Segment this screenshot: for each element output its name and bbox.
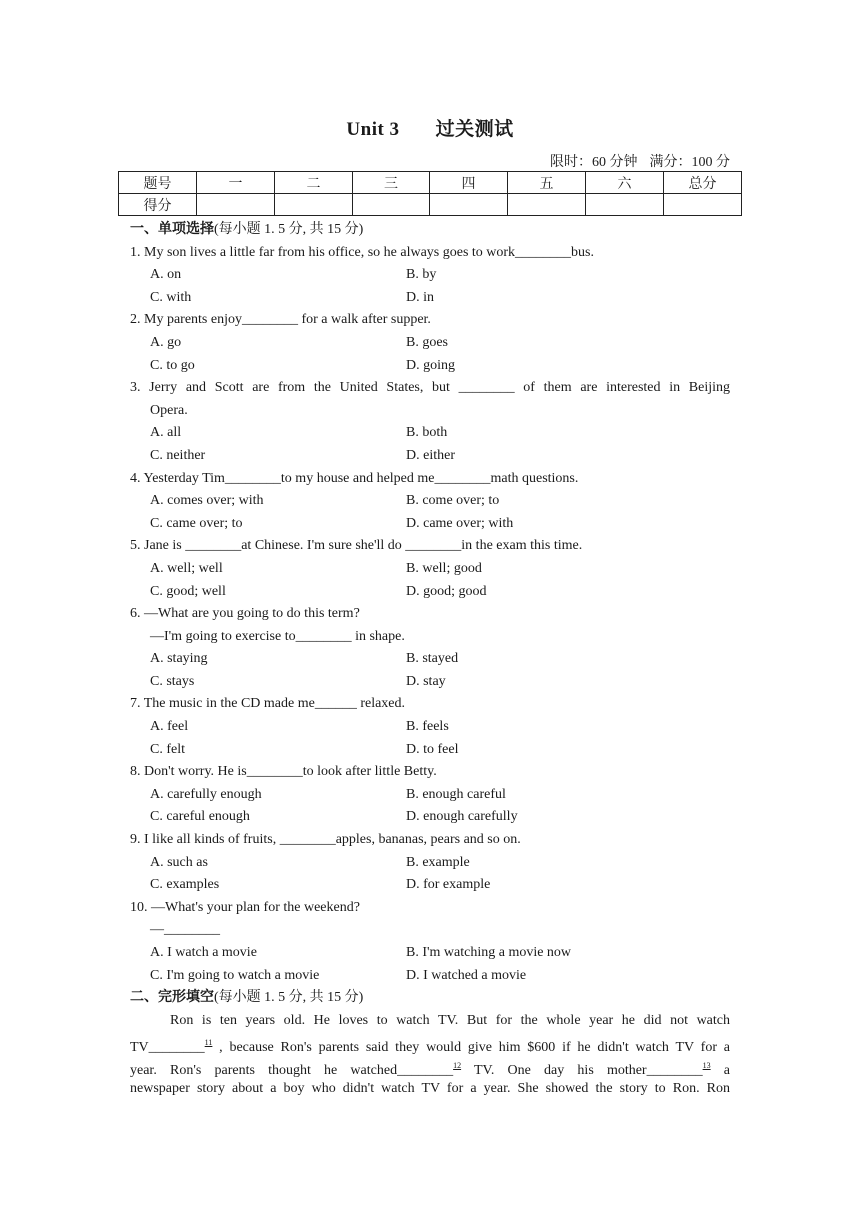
option-b[interactable]: B. by [406, 267, 437, 283]
option-row [130, 739, 730, 762]
table-cell: 二 [275, 172, 353, 194]
option-row [130, 671, 730, 694]
question-item [130, 242, 730, 310]
option-d[interactable]: D. good; good [406, 583, 487, 599]
option-b[interactable]: B. enough careful [406, 786, 506, 802]
option-row [130, 264, 730, 287]
page-title [0, 114, 860, 141]
cloze-passage [130, 1010, 730, 1100]
question-stem: 8. Don't worry. He is________to look after little Betty. [130, 764, 437, 780]
option-row [130, 445, 730, 468]
section-heading [130, 987, 730, 1010]
option-d[interactable]: D. I watched a movie [406, 967, 527, 983]
time-score-info [550, 151, 730, 171]
option-c[interactable]: C. careful enough [150, 809, 250, 825]
option-b[interactable]: B. both [406, 425, 448, 441]
table-cell: 六 [586, 172, 664, 194]
option-a[interactable]: A. carefully enough [150, 786, 262, 802]
option-row [130, 806, 730, 829]
option-row [130, 874, 730, 897]
full-score: 满分：100 分 [649, 155, 730, 170]
option-a[interactable]: A. go [150, 334, 182, 350]
question-stem: 9. I like all kinds of fruits, ________apples, bananas, pears and so on. [130, 832, 521, 848]
question-stem: 2. My parents enjoy________ for a walk after supper. [130, 312, 431, 328]
option-row [130, 648, 730, 671]
test-title: 过关测试 [435, 119, 514, 140]
option-d[interactable]: D. either [406, 447, 455, 463]
option-c[interactable]: C. came over; to [150, 515, 243, 531]
option-d[interactable]: D. stay [406, 673, 446, 689]
option-b[interactable]: B. come over; to [406, 493, 500, 509]
question-stem: 1. My son lives a little far from his office, so he always goes to work________bus. [130, 244, 595, 260]
question-stem: 6. —What are you going to do this term? [130, 606, 360, 622]
question-stem: 10. —What's your plan for the weekend? [130, 899, 360, 915]
option-row [130, 422, 730, 445]
option-b[interactable]: B. I'm watching a movie now [406, 945, 572, 960]
question-item [130, 603, 730, 693]
question-list [130, 242, 730, 988]
table-cell: 四 [430, 172, 508, 194]
passage-line: year. Ron's parents thought he watched________$^{12}$ TV. One day his mother________$^{13}$ a [130, 1060, 730, 1078]
option-b[interactable]: B. example [406, 854, 470, 870]
option-a[interactable]: A. staying [150, 651, 208, 667]
table-cell: 一 [197, 172, 275, 194]
option-d[interactable]: D. to feel [406, 741, 459, 757]
question-item [130, 377, 730, 467]
section-note: (每小题 1. 5 分, 共 15 分) [214, 222, 364, 237]
option-d[interactable]: D. for example [406, 877, 491, 893]
score-table [118, 171, 742, 216]
option-c[interactable]: C. examples [150, 877, 220, 893]
option-c[interactable]: C. stays [150, 673, 195, 689]
question-item [130, 761, 730, 829]
score-blank[interactable] [586, 194, 664, 216]
question-stem: 5. Jane is ________at Chinese. I'm sure she'll do ________in the exam this time. [130, 538, 583, 554]
option-c[interactable]: C. to go [150, 357, 195, 373]
option-c[interactable]: C. good; well [150, 583, 226, 599]
question-item [130, 897, 730, 987]
score-blank[interactable] [430, 194, 508, 216]
option-row [130, 716, 730, 739]
passage-line: Ron is ten years old. He loves to watch TV. But for the whole year he did not watch [170, 1012, 730, 1028]
option-row [130, 784, 730, 807]
score-blank[interactable] [275, 194, 353, 216]
question-item [130, 829, 730, 897]
question-stem: 4. Yesterday Tim________to my house and helped me________math questions. [130, 470, 579, 486]
option-d[interactable]: D. going [406, 357, 455, 373]
question-item [130, 309, 730, 377]
score-table-header-row [119, 172, 742, 194]
option-row [130, 965, 730, 988]
question-item [130, 535, 730, 603]
section-title: 一、单项选择 [130, 222, 214, 237]
passage-line: TV________$^{11}$ , because Ron's parents said they would give him $600 if he didn't watch TV for a [130, 1038, 730, 1056]
option-c[interactable]: C. with [150, 289, 192, 305]
question-stem-continued: —________ [150, 922, 220, 938]
unit-label: Unit 3 [346, 119, 400, 140]
option-row [130, 287, 730, 310]
score-blank[interactable] [197, 194, 275, 216]
option-c[interactable]: C. neither [150, 447, 206, 463]
option-c[interactable]: C. felt [150, 741, 185, 757]
option-b[interactable]: B. well; good [406, 560, 482, 576]
blank-number: 11 [204, 1038, 213, 1048]
option-row [130, 513, 730, 536]
question-item [130, 468, 730, 536]
option-c[interactable]: C. I'm going to watch a movie [150, 967, 320, 983]
section-title: 二、完形填空 [130, 990, 214, 1006]
section-heading [130, 219, 730, 242]
blank-number: 12 [453, 1060, 462, 1070]
option-d[interactable]: D. came over; with [406, 515, 514, 531]
table-cell: 得分 [119, 194, 197, 216]
passage-line: newspaper story about a boy who didn't watch TV for a year. She showed the story to Ron. Ron [130, 1080, 730, 1096]
option-a[interactable]: A. I watch a movie [150, 945, 257, 960]
option-b[interactable]: B. goes [406, 334, 448, 350]
option-a[interactable]: A. well; well [150, 560, 223, 576]
table-cell: 五 [508, 172, 586, 194]
score-blank[interactable] [353, 194, 430, 216]
time-limit: 限时：60 分钟 [550, 155, 638, 170]
option-row [130, 581, 730, 604]
table-cell: 总分 [664, 172, 742, 194]
option-a[interactable]: A. such as [150, 854, 208, 870]
question-item [130, 693, 730, 761]
option-a[interactable]: A. on [150, 267, 182, 283]
option-row [130, 942, 730, 965]
option-d[interactable]: D. in [406, 289, 434, 305]
option-a[interactable]: A. all [150, 425, 182, 441]
question-stem-continued: —I'm going to exercise to________ in shape. [150, 628, 405, 644]
option-row [130, 332, 730, 355]
score-blank[interactable] [664, 194, 742, 216]
option-row [130, 490, 730, 513]
score-blank[interactable] [508, 194, 586, 216]
option-d[interactable]: D. enough carefully [406, 809, 518, 825]
blank-number: 13 [702, 1060, 711, 1070]
option-a[interactable]: A. comes over; with [150, 493, 264, 509]
question-stem: 7. The music in the CD made me______ relaxed. [130, 696, 406, 712]
question-stem: 3. Jerry and Scott are from the United States, but ________ of them are interested in Beijing [130, 380, 730, 396]
table-cell: 题号 [119, 172, 197, 194]
exam-content [130, 219, 730, 1100]
score-table-score-row [119, 194, 742, 216]
option-b[interactable]: B. feels [406, 719, 449, 735]
section-note: (每小题 1. 5 分, 共 15 分) [214, 990, 364, 1006]
option-row [130, 355, 730, 378]
option-a[interactable]: A. feel [150, 719, 189, 735]
question-stem-continued: Opera. [150, 402, 188, 418]
option-b[interactable]: B. stayed [406, 651, 459, 667]
option-row [130, 558, 730, 581]
option-row [130, 852, 730, 875]
table-cell: 三 [353, 172, 430, 194]
